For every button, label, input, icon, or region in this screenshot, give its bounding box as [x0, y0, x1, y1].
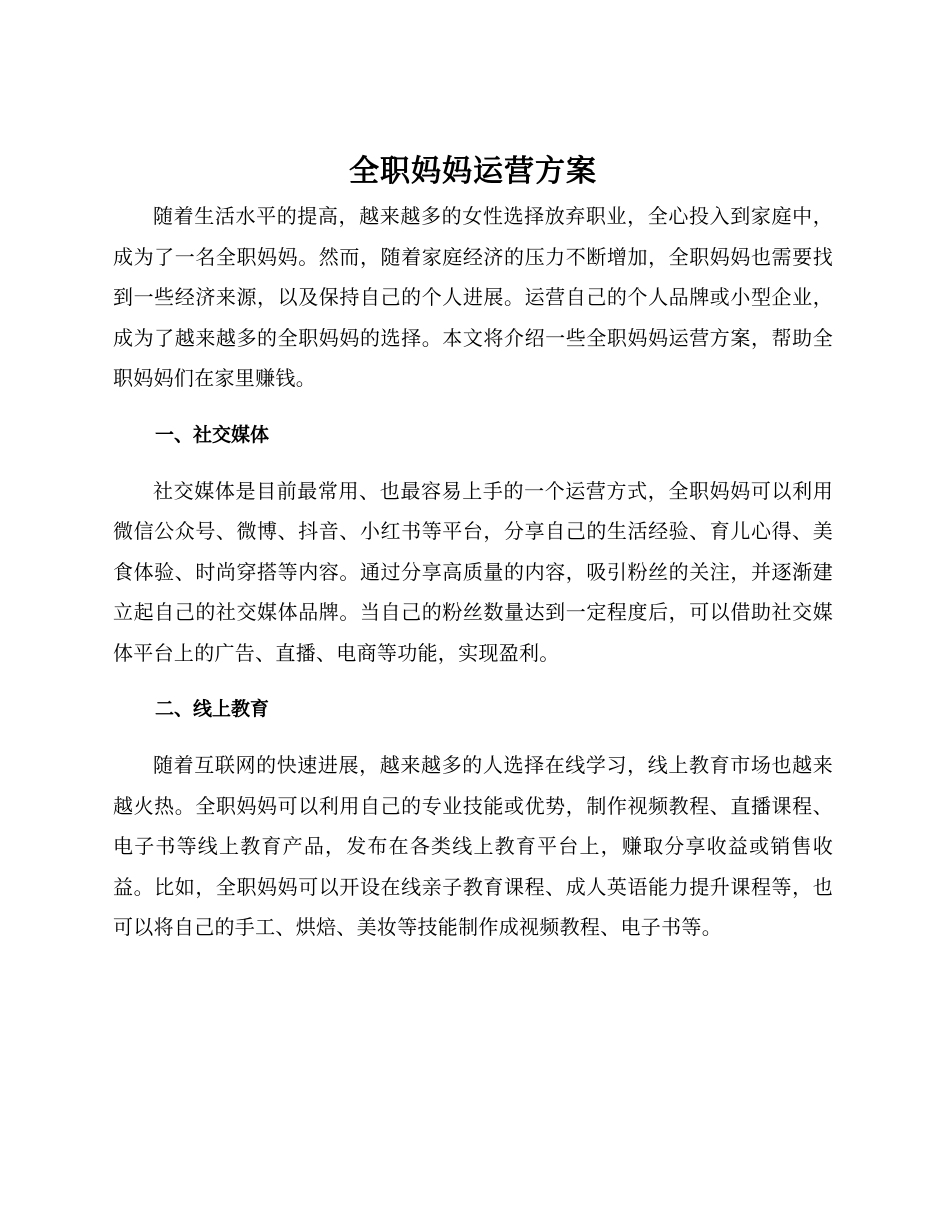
document-title: 全职妈妈运营方案	[349, 154, 597, 189]
section-body-social-media: 社交媒体是目前最常用、也最容易上手的一个运营方式，全职妈妈可以利用微信公众号、微博、抖音、小红书等平台，分享自己的生活经验、育儿心得、美食体验、时尚穿搭等内容。通过分享高质量的内容，吸引粉丝的关注，并逐渐建立起自己的社交媒体品牌。当自己的粉丝数量达到一定程度后，可以借助社交媒体平台上的广告、直播、电商等功能，实现盈利。	[113, 478, 833, 665]
document-page	[113, 150, 833, 948]
section-heading-social-media: 一、社交媒体	[155, 423, 270, 446]
section-body-online-education: 随着互联网的快速进展，越来越多的人选择在线学习，线上教育市场也越来越火热。全职妈妈可以利用自己的专业技能或优势，制作视频教程、直播课程、电子书等线上教育产品，发布在各类线上教育平台上，赚取分享收益或销售收益。比如，全职妈妈可以开设在线亲子教育课程、成人英语能力提升课程等，也可以将自己的手工、烘焙、美妆等技能制作成视频教程、电子书等。	[113, 753, 833, 939]
intro-paragraph: 随着生活水平的提高，越来越多的女性选择放弃职业，全心投入到家庭中，成为了一名全职妈妈。然而，随着家庭经济的压力不断增加，全职妈妈也需要找到一些经济来源，以及保持自己的个人进展。运营自己的个人品牌或小型企业，成为了越来越多的全职妈妈的选择。本文将介绍一些全职妈妈运营方案，帮助全职妈妈们在家里赚钱。	[113, 204, 833, 390]
section-heading-online-education: 二、线上教育	[155, 698, 270, 720]
